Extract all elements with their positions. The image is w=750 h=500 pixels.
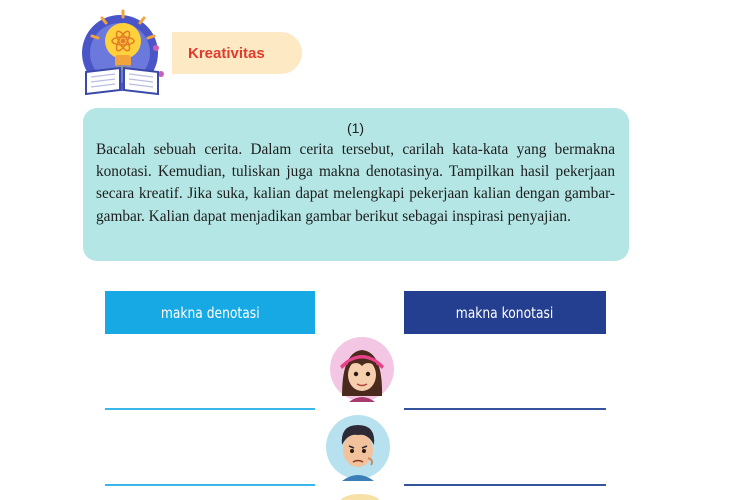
- boy-avatar-icon: [322, 413, 392, 481]
- denotation-answer-line-1[interactable]: [105, 408, 315, 410]
- connotation-header-label: makna konotasi: [456, 303, 554, 322]
- denotation-answer-line-2[interactable]: [105, 484, 315, 486]
- denotation-header: [105, 291, 315, 334]
- connotation-header: [404, 291, 606, 334]
- section-badge: [172, 32, 302, 74]
- section-badge-label: Kreativitas: [188, 44, 265, 62]
- girl-avatar-icon: [327, 336, 397, 402]
- denotation-header-label: makna denotasi: [160, 303, 260, 322]
- instruction-box: [83, 108, 629, 261]
- activity-number: (1): [346, 120, 365, 136]
- activity-instruction: Bacalah sebuah cerita. Dalam cerita tersebut, carilah kata-kata yang bermakna konotasi. Kemudian, tuliskan juga makna denotasinya. Tampilkan hasil pekerjaan secara kreatif. Jika suka, kalian dapat melengkapi pekerjaan kalian dengan gambar-gambar. Kalian dapat menjadikan gambar berikut sebagai inspirasi penyajian.: [96, 141, 615, 225]
- lightbulb-book-icon: [80, 8, 166, 96]
- connotation-answer-line-1[interactable]: [404, 408, 606, 410]
- third-avatar-icon: [338, 492, 382, 500]
- connotation-answer-line-2[interactable]: [404, 484, 606, 486]
